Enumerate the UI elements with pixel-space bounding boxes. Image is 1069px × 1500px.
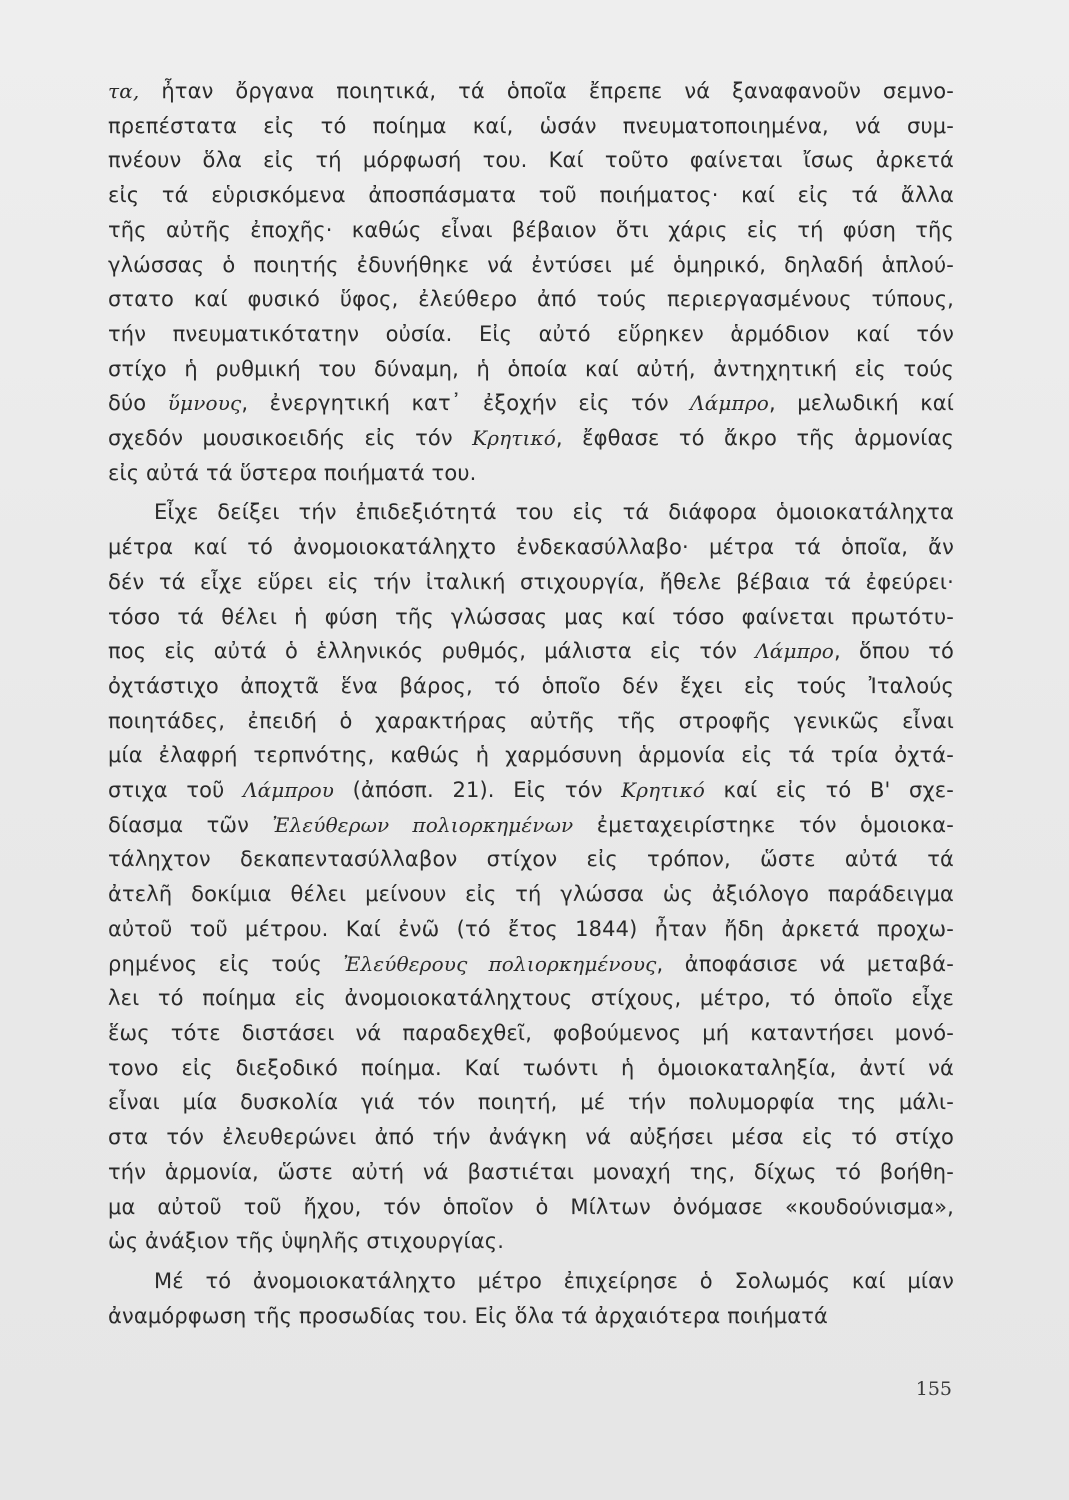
italic-title: Λάμπρο <box>755 639 834 664</box>
text-run: λει τό ποίημα εἰς ἀνομοιοκατάληχτους στίχους, μέτρο, τό ὁποῖο εἶχε <box>108 986 954 1011</box>
italic-title: Ἐλεύθερους πολιορκημένους <box>343 951 657 976</box>
text-line <box>108 178 954 213</box>
text-run: ἀτελῆ δοκίμια θέλει μείνουν εἰς τή γλώσσα ὡς ἀξιόλογο παράδειγμα <box>108 882 954 907</box>
text-run: Εἶχε δείξει τήν ἐπιδεξιότητά του εἰς τά διάφορα ὁμοιοκατάληχτα <box>154 500 954 525</box>
italic-title: τα, <box>108 79 140 103</box>
text-run: στα τόν ἐλευθερώνει ἀπό τήν ἀνάγκη νά αὐξήσει μέσα εἰς τό στίχο <box>108 1125 954 1150</box>
text-run: ἕως τότε διστάσει νά παραδεχθεῖ, φοβούμενος μή καταντήσει μονό- <box>108 1020 954 1045</box>
text-run: αὐτοῦ τοῦ μέτρου. Καί ἐνῶ (τό ἔτος 1844) ἦταν ἤδη ἀρκετά προχω- <box>108 916 954 941</box>
text-run: γλώσσας ὁ ποιητής ἐδυνήθηκε νά ἐντύσει μέ ὁμηρικό, δηλαδή ἁπλού- <box>108 252 954 277</box>
text-line <box>108 1016 954 1051</box>
text-run: ὡς ἀνάξιον τῆς ὑψηλῆς στιχουργίας. <box>108 1229 505 1254</box>
text-line <box>108 74 954 109</box>
paragraph <box>108 495 954 1258</box>
text-run: πνέουν ὅλα εἰς τή μόρφωσή του. Καί τοῦτο φαίνεται ἴσως ἀρκετά <box>108 148 954 173</box>
text-line <box>108 1051 954 1086</box>
text-run: δύο <box>108 391 168 416</box>
text-line <box>108 1120 954 1155</box>
text-line <box>108 352 954 387</box>
text-run: σχεδόν μουσικοειδής εἰς τόν <box>108 426 473 451</box>
text-run: εἰς αὐτά τά ὕστερα ποιήματά του. <box>108 460 477 485</box>
text-line <box>108 1299 954 1334</box>
text-run: , ἐνεργητική κατ᾽ ἐξοχήν εἰς τόν <box>241 391 691 416</box>
text-line <box>108 912 954 947</box>
text-line <box>108 1155 954 1190</box>
text-line <box>108 456 954 491</box>
italic-title: ὕμνους <box>167 391 242 416</box>
text-run: πρεπέστατα εἰς τό ποίημα καί, ὡσάν πνευματοποιημένα, νά συμ- <box>108 113 954 138</box>
italic-title: Κρητικό <box>472 426 556 451</box>
text-line <box>108 773 954 808</box>
text-run: , ἔφθασε τό ἄκρο τῆς ἁρμονίας <box>555 426 954 451</box>
text-line <box>108 669 954 704</box>
text-line <box>108 248 954 283</box>
text-run: ἀναμόρφωση τῆς προσωδίας του. Εἰς ὅλα τά ἀρχαιότερα ποιήματά <box>108 1303 829 1328</box>
text-run: τάληχτον δεκαπεντασύλλαβον στίχον εἰς τρόπον, ὥστε αὐτά τά <box>108 847 954 872</box>
text-line <box>108 282 954 317</box>
text-run: στατο καί φυσικό ὕφος, ἐλεύθερο ἀπό τούς περιεργασμένους τύπους, <box>108 287 954 312</box>
text-line <box>108 143 954 178</box>
text-run: (ἀπόσπ. 21). Εἰς τόν <box>334 778 622 803</box>
text-line <box>108 386 954 421</box>
text-run: μέτρα καί τό ἀνομοιοκατάληχτο ἐνδεκασύλλαβο· μέτρα τά ὁποῖα, ἄν <box>108 535 954 560</box>
italic-title: Ἐλεύθερων πολιορκημένων <box>272 812 574 837</box>
text-run: τῆς αὐτῆς ἐποχῆς· καθώς εἶναι βέβαιον ὅτι χάρις εἰς τή φύση τῆς <box>108 217 954 242</box>
text-run: εἶναι μία δυσκολία γιά τόν ποιητή, μέ τήν πολυμορφία της μάλι- <box>108 1090 954 1115</box>
text-run: δίασμα τῶν <box>108 812 273 837</box>
text-run: καί εἰς τό Β' σχε- <box>704 778 954 803</box>
text-run: ρημένος εἰς τούς <box>108 951 344 976</box>
body-text <box>108 74 954 1333</box>
text-line <box>108 1224 954 1259</box>
text-line <box>108 213 954 248</box>
text-line <box>108 634 954 669</box>
text-line <box>108 947 954 982</box>
text-line <box>108 565 954 600</box>
text-line <box>108 109 954 144</box>
text-run: τήν πνευματικότατην οὐσία. Εἰς αὐτό εὕρηκεν ἁρμόδιον καί τόν <box>108 321 954 346</box>
text-line <box>108 600 954 635</box>
text-line <box>108 1190 954 1225</box>
text-run: μα αὐτοῦ τοῦ ἤχου, τόν ὁποῖον ὁ Μίλτων ὀνόμασε «κουδούνισμα», <box>108 1194 954 1219</box>
text-run: Μέ τό ἀνομοιοκατάληχτο μέτρο ἐπιχείρησε ὁ Σολωμός καί μίαν <box>154 1268 954 1293</box>
text-line <box>108 317 954 352</box>
text-line <box>108 1264 954 1299</box>
text-run: , ὅπου τό <box>834 639 954 664</box>
text-run: τήν ἁρμονία, ὥστε αὐτή νά βαστιέται μοναχή της, δίχως τό βοήθη- <box>108 1159 954 1184</box>
text-run: ἦταν ὄργανα ποιητικά, τά ὁποῖα ἔπρεπε νά ξαναφανοῦν σεμνο- <box>139 79 954 103</box>
text-run: , μελωδική καί <box>768 391 954 416</box>
text-run: πος εἰς αὐτά ὁ ἑλληνικός ρυθμός, μάλιστα εἰς τόν <box>108 639 756 664</box>
text-run: εἰς τά εὑρισκόμενα ἀποσπάσματα τοῦ ποιήματος· καί εἰς τά ἄλλα <box>108 183 954 208</box>
paragraph <box>108 1264 954 1333</box>
italic-title: Λάμπρο <box>690 391 769 416</box>
text-line <box>108 421 954 456</box>
text-line <box>108 530 954 565</box>
text-run: μία ἐλαφρή τερπνότης, καθώς ἡ χαρμόσυνη ἁρμονία εἰς τά τρία ὀχτά- <box>108 743 954 768</box>
text-line <box>108 1085 954 1120</box>
text-line <box>108 877 954 912</box>
text-line <box>108 842 954 877</box>
italic-title: Κρητικό <box>621 778 705 803</box>
text-run: , ἀποφάσισε νά μεταβά- <box>656 951 954 976</box>
paragraph <box>108 74 954 490</box>
text-run: ποιητάδες, ἐπειδή ὁ χαρακτήρας αὐτῆς τῆς στροφῆς γενικῶς εἶναι <box>108 708 954 733</box>
text-line <box>108 981 954 1016</box>
text-line <box>108 495 954 530</box>
text-run: στιχα τοῦ <box>108 778 243 803</box>
text-line <box>108 808 954 843</box>
text-run: δέν τά εἶχε εὕρει εἰς τήν ἰταλική στιχουργία, ἤθελε βέβαια τά ἐφεύρει· <box>108 569 954 594</box>
text-run: στίχο ἡ ρυθμική του δύναμη, ἡ ὁποία καί αὐτή, ἀντηχητική εἰς τούς <box>108 356 954 381</box>
italic-title: Λάμπρου <box>243 778 335 803</box>
page-number: 155 <box>915 1378 952 1400</box>
text-line <box>108 704 954 739</box>
text-run: ἐμεταχειρίστηκε τόν ὁμοιοκα- <box>573 812 954 837</box>
text-line <box>108 738 954 773</box>
text-run: τόσο τά θέλει ἡ φύση τῆς γλώσσας μας καί τόσο φαίνεται πρωτότυ- <box>108 604 954 629</box>
text-run: τονο εἰς διεξοδικό ποίημα. Καί τωόντι ἡ ὁμοιοκαταληξία, ἀντί νά <box>108 1055 954 1080</box>
text-run: ὀχτάστιχο ἀποχτᾶ ἕνα βάρος, τό ὁποῖο δέν ἔχει εἰς τούς Ἰταλούς <box>108 673 954 698</box>
